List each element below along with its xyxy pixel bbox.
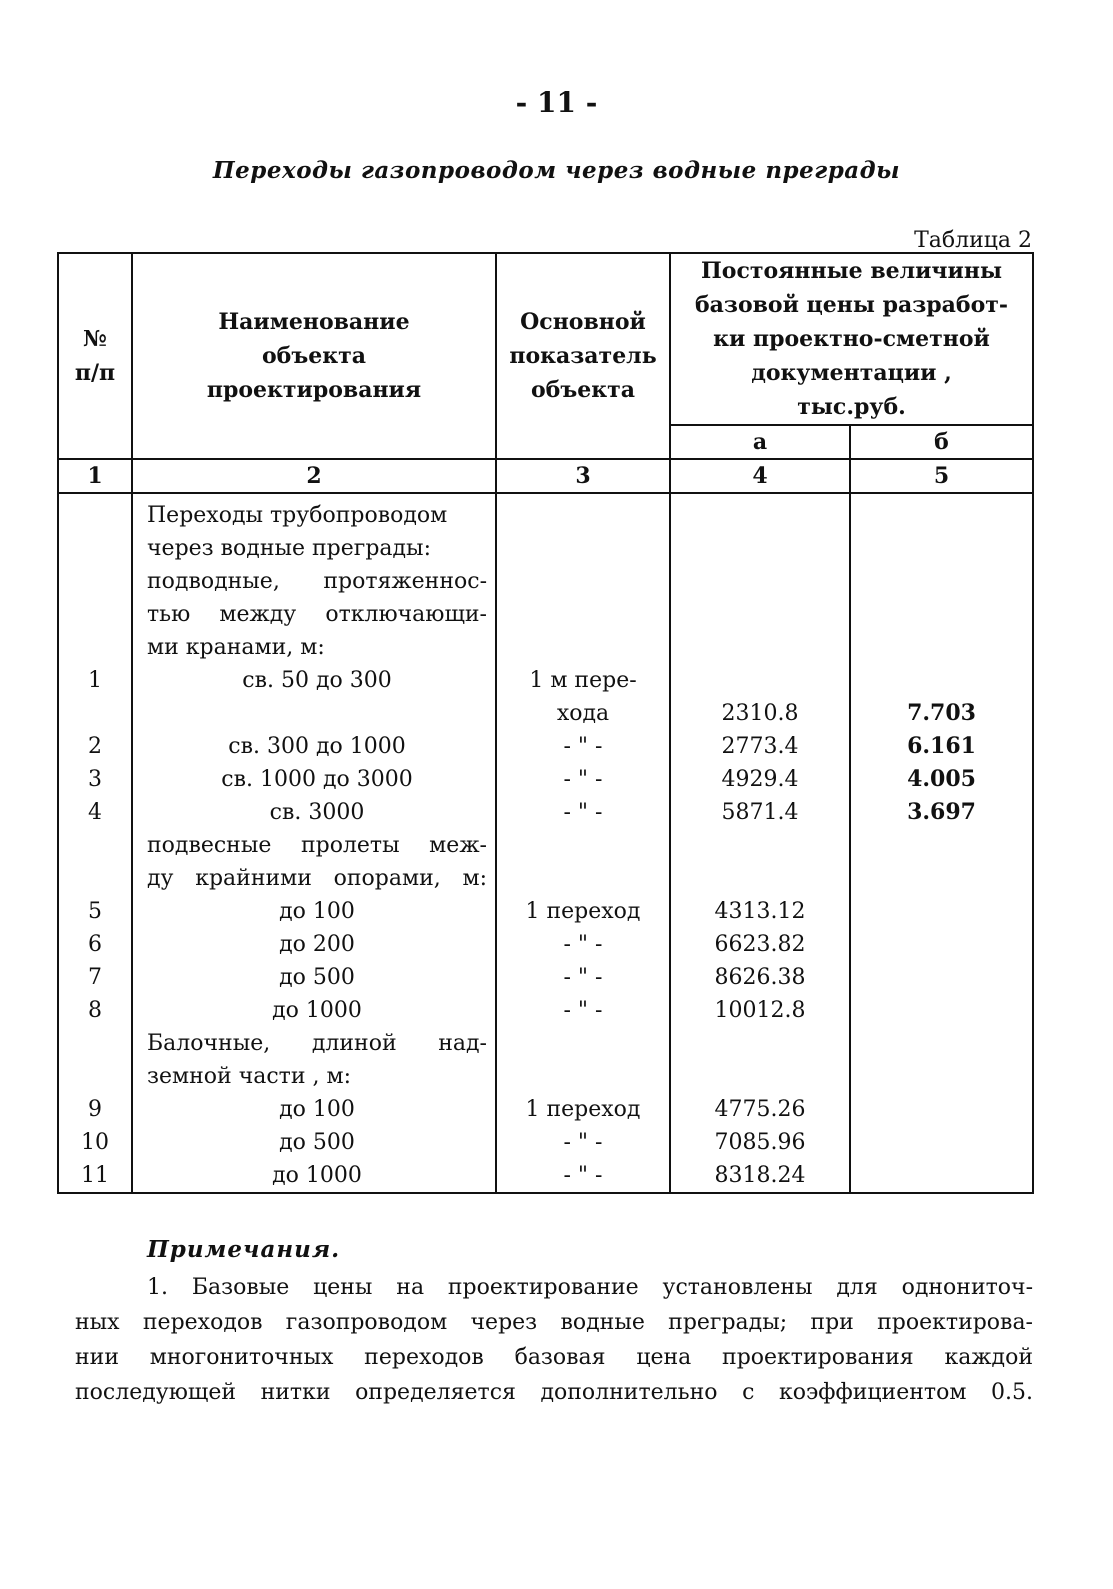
note-line: нии многониточных переходов базовая цена проектирования каждой bbox=[75, 1345, 1033, 1370]
header-price-line: тыс.руб. bbox=[797, 394, 906, 420]
indicator-ditto: - " - bbox=[563, 965, 603, 990]
row-number: 9 bbox=[88, 1097, 102, 1122]
indicator-ditto: - " - bbox=[563, 734, 603, 759]
object-range: до 500 bbox=[279, 1130, 355, 1155]
row-number: 1 bbox=[88, 668, 102, 693]
header-price-constants bbox=[670, 253, 1033, 425]
header-object-line: проектирования bbox=[206, 377, 422, 403]
page-title: Переходы газопроводом через водные преграды bbox=[212, 157, 901, 184]
price-table bbox=[57, 252, 1034, 1194]
row-number: 7 bbox=[88, 965, 102, 990]
column-number: 3 bbox=[496, 459, 670, 493]
row-number: 4 bbox=[88, 800, 102, 825]
object-range: св. 1000 до 3000 bbox=[221, 767, 413, 792]
header-price-line: Постоянные величины bbox=[701, 258, 1003, 284]
value-b: 3.697 bbox=[907, 799, 976, 825]
header-number-line: п/п bbox=[74, 360, 116, 386]
object-range: до 1000 bbox=[272, 1163, 362, 1188]
header-indicator-line: объекта bbox=[531, 377, 635, 403]
table-body bbox=[58, 493, 1033, 1193]
indicator-ditto: - " - bbox=[563, 932, 603, 957]
col-number-cell bbox=[58, 493, 132, 1193]
header-row bbox=[58, 253, 1033, 425]
indicator-text: 1 переход bbox=[525, 1097, 641, 1122]
object-range: до 100 bbox=[279, 1097, 355, 1122]
indicator-text: 1 м пере- bbox=[529, 668, 637, 693]
object-range: св. 50 до 300 bbox=[242, 668, 392, 693]
object-range: до 500 bbox=[279, 965, 355, 990]
value-a: 10012.8 bbox=[714, 998, 806, 1023]
column-number: 1 bbox=[58, 459, 132, 493]
notes-title: Примечания. bbox=[147, 1236, 341, 1263]
value-a: 2773.4 bbox=[721, 734, 799, 759]
value-b: 6.161 bbox=[907, 733, 976, 759]
object-text: подводные, протяженнос- bbox=[147, 569, 487, 594]
row-number: 11 bbox=[81, 1163, 109, 1188]
header-indicator-line: показатель bbox=[509, 343, 657, 369]
row-number: 2 bbox=[88, 734, 102, 759]
header-sub-b: б bbox=[850, 425, 1033, 459]
indicator-ditto: - " - bbox=[563, 767, 603, 792]
header-number bbox=[58, 253, 132, 459]
row-number: 6 bbox=[88, 932, 102, 957]
object-range: св. 3000 bbox=[269, 800, 365, 825]
column-number: 2 bbox=[132, 459, 496, 493]
value-a: 8626.38 bbox=[714, 965, 806, 990]
header-object-line: Наименование bbox=[218, 309, 410, 335]
object-text: ми кранами, м: bbox=[147, 635, 325, 660]
header-price-line: документации , bbox=[751, 360, 952, 386]
header-object-line: объекта bbox=[262, 343, 366, 369]
col-indicator-cell bbox=[496, 493, 670, 1193]
value-a: 2310.8 bbox=[721, 701, 799, 726]
col-object-cell bbox=[132, 493, 496, 1193]
value-a: 7085.96 bbox=[714, 1130, 806, 1155]
object-text: Балочные, длиной над- bbox=[147, 1031, 487, 1056]
indicator-text: 1 переход bbox=[525, 899, 641, 924]
value-a: 4775.26 bbox=[714, 1097, 806, 1122]
row-number: 8 bbox=[88, 998, 102, 1023]
note-line: 1. Базовые цены на проектирование установлены для однониточ- bbox=[147, 1275, 1033, 1300]
column-number: 5 bbox=[850, 459, 1033, 493]
object-range: до 100 bbox=[279, 899, 355, 924]
value-a: 5871.4 bbox=[721, 800, 799, 825]
value-b: 7.703 bbox=[907, 700, 976, 726]
value-a: 8318.24 bbox=[714, 1163, 806, 1188]
value-a: 4929.4 bbox=[721, 767, 799, 792]
note-paragraph bbox=[75, 1270, 1033, 1410]
header-number-line: № bbox=[83, 326, 107, 352]
column-number: 4 bbox=[670, 459, 850, 493]
value-a: 6623.82 bbox=[714, 932, 806, 957]
object-text: через водные преграды: bbox=[147, 536, 431, 561]
note-line: ных переходов газопроводом через водные преграды; при проектирова- bbox=[75, 1310, 1033, 1335]
indicator-ditto: - " - bbox=[563, 1163, 603, 1188]
indicator-ditto: - " - bbox=[563, 800, 603, 825]
row-number: 10 bbox=[81, 1130, 109, 1155]
table-label: Таблица 2 bbox=[914, 228, 1032, 253]
header-object-name bbox=[132, 253, 496, 459]
object-text: тью между отключающи- bbox=[147, 602, 487, 627]
indicator-ditto: - " - bbox=[563, 1130, 603, 1155]
indicator-ditto: - " - bbox=[563, 998, 603, 1023]
col-b-cell bbox=[850, 493, 1033, 1193]
note-line: последующей нитки определяется дополнительно с коэффициентом 0.5. bbox=[75, 1380, 1033, 1405]
indicator-text: хода bbox=[556, 701, 610, 726]
object-text: земной части , м: bbox=[147, 1064, 352, 1089]
header-price-line: базовой цены разработ- bbox=[694, 292, 1009, 318]
col-a-cell bbox=[670, 493, 850, 1193]
value-b: 4.005 bbox=[907, 766, 976, 792]
object-text: ду крайними опорами, м: bbox=[147, 866, 487, 891]
header-sub-a: а bbox=[670, 425, 850, 459]
header-indicator-line: Основной bbox=[520, 309, 646, 335]
column-number-row bbox=[58, 459, 1033, 493]
row-number: 5 bbox=[88, 899, 102, 924]
object-text: Переходы трубопроводом bbox=[147, 503, 448, 528]
header-indicator bbox=[496, 253, 670, 459]
object-range: св. 300 до 1000 bbox=[228, 734, 406, 759]
header-price-line: ки проектно-сметной bbox=[713, 326, 990, 352]
value-a: 4313.12 bbox=[714, 899, 806, 924]
page-number: - 11 - bbox=[515, 86, 598, 119]
object-range: до 1000 bbox=[272, 998, 362, 1023]
object-range: до 200 bbox=[279, 932, 355, 957]
row-number: 3 bbox=[88, 767, 102, 792]
object-text: подвесные пролеты меж- bbox=[147, 833, 487, 858]
